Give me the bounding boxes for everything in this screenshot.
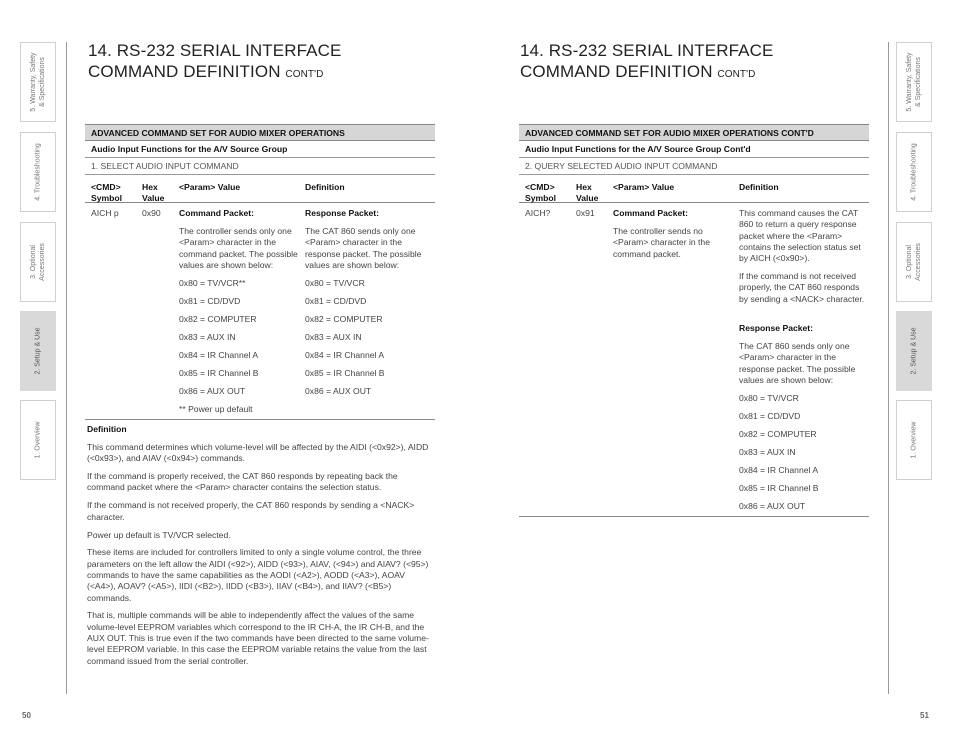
column-definition: Definition: [739, 182, 779, 192]
param-text: The controller sends only one <Param> character in the command packet. The possible values are shown below:: [179, 225, 298, 270]
response-value: 0x83 = AUX IN: [739, 446, 796, 457]
header-text: Value: [576, 193, 599, 204]
section-header: ADVANCED COMMAND SET FOR AUDIO MIXER OPERATIONS: [85, 124, 435, 141]
page-title: [88, 40, 341, 85]
param-footnote: ** Power up default: [179, 403, 253, 414]
cmd-symbol: AICH p: [91, 208, 119, 218]
header-text: Value: [142, 193, 165, 204]
response-heading: Response Packet:: [305, 208, 380, 218]
side-tab-setup-use[interactable]: [20, 311, 56, 391]
response-value: 0x80 = TV/VCR: [305, 277, 365, 288]
side-tab-label: 1. Overview: [910, 421, 918, 459]
column-param: <Param> Value: [613, 182, 675, 192]
side-tab-label: 5. Warranty, Safety: [906, 52, 913, 112]
cmd-hex: 0x91: [576, 208, 595, 218]
title-contd: CONT'D: [717, 69, 756, 80]
side-tab-label: 3. Optional: [30, 245, 37, 279]
response-heading: Response Packet:: [739, 323, 814, 334]
table-header: [519, 175, 869, 203]
cmd-hex: 0x90: [142, 208, 161, 218]
definition-paragraph: Power up default is TV/VCR selected.: [87, 529, 231, 540]
column-symbol: [525, 182, 576, 202]
param-heading: Command Packet:: [613, 208, 688, 218]
definition-paragraph: That is, multiple commands will be able to independently affect the values of the same volume-level EEPROM variables which correspond to the IR CH-A, the IR CH-B, and the AUX OUT. This is true even if the two commands have been directed to the same volume-level EEPROM variable. In this case the EEPROM variable retains the value from the last command issued from the serial controller.: [87, 610, 429, 666]
page-title: [520, 40, 773, 85]
table-row: [519, 203, 869, 516]
column-hex: [142, 182, 179, 202]
title-text: COMMAND DEFINITION: [520, 62, 713, 81]
title-line-2: [520, 61, 773, 85]
table-header: [85, 175, 435, 203]
page-number: 50: [22, 711, 31, 720]
definition-paragraph: These items are included for controllers limited to only a single volume control, the three parameters on the left allow the AIDI (<92>), AIDD (<93>), AIAV, (<94>) and AIAV? (<95>) commands to have the same capabilities as the AODI (<A2>), AODD (<A3>), AOAV (<A4>), AOAV? (<A5>), IIDI (<B2>), IIDD (<B3>), IIAV (<B4>), and IIAV? (<B5>) commands.: [87, 547, 429, 603]
column-symbol: [91, 182, 142, 202]
header-text: Symbol: [91, 193, 123, 204]
side-tab-accessories[interactable]: [20, 222, 56, 302]
response-value: 0x84 = IR Channel A: [739, 464, 819, 475]
response-text: The CAT 860 sends only one <Param> character in the response packet. The possible values are shown below:: [739, 341, 856, 385]
side-tab-warranty[interactable]: [20, 42, 56, 122]
side-tab-label: & Specifications: [915, 57, 922, 107]
command-name: 2. QUERY SELECTED AUDIO INPUT COMMAND: [519, 158, 869, 175]
header-text: Symbol: [525, 193, 557, 204]
response-value: 0x82 = COMPUTER: [739, 428, 817, 439]
param-value: 0x81 = CD/DVD: [179, 295, 241, 306]
page-number: 51: [920, 711, 929, 720]
side-tab-label: Accessories: [39, 243, 46, 281]
side-tab-label: 1. Overview: [34, 421, 42, 459]
command-table-left: [85, 124, 435, 674]
definition-cell: [739, 208, 865, 516]
side-tab-troubleshooting[interactable]: [20, 132, 56, 212]
response-value: 0x80 = TV/VCR: [739, 392, 799, 403]
side-tab-label: 4. Troubleshooting: [34, 143, 42, 201]
response-value: 0x85 = IR Channel B: [739, 482, 819, 493]
definition-paragraph: This command determines which volume-level will be affected by the AIDI (<0x92>), AIDD (<0x93>), and AIAV (<0x94>) commands.: [87, 441, 429, 464]
response-value: 0x84 = IR Channel A: [305, 349, 385, 360]
side-tab-warranty[interactable]: [896, 42, 932, 122]
side-tab-label: 5. Warranty, Safety: [30, 52, 37, 112]
table-bottom-rule: [519, 516, 869, 517]
section-header: ADVANCED COMMAND SET FOR AUDIO MIXER OPERATIONS CONT'D: [519, 124, 869, 141]
definition-cell: [305, 208, 431, 419]
response-value: 0x81 = CD/DVD: [305, 295, 367, 306]
response-value: 0x85 = IR Channel B: [305, 367, 385, 378]
response-value: 0x82 = COMPUTER: [305, 313, 383, 324]
command-name: 1. SELECT AUDIO INPUT COMMAND: [85, 158, 435, 175]
command-table-right: [519, 124, 869, 517]
param-cell: [179, 208, 305, 419]
param-value: 0x86 = AUX OUT: [179, 385, 246, 396]
param-value: 0x83 = AUX IN: [179, 331, 236, 342]
side-tab-overview[interactable]: [20, 400, 56, 480]
definition-paragraph: If the command is properly received, the CAT 860 responds by repeating back the command packet where the <Param> character contains the selection status.: [87, 471, 398, 493]
param-cell: [613, 208, 739, 516]
response-value: 0x81 = CD/DVD: [739, 410, 801, 421]
header-text: <CMD>: [525, 182, 555, 192]
left-divider-line: [66, 42, 67, 694]
side-tab-label: 2. Setup & Use: [910, 327, 918, 375]
side-tab-accessories[interactable]: [896, 222, 932, 302]
response-value: 0x83 = AUX IN: [305, 331, 362, 342]
column-definition: Definition: [305, 182, 345, 192]
right-divider-line: [888, 42, 889, 694]
response-value: 0x86 = AUX OUT: [305, 385, 372, 396]
table-row: [85, 203, 435, 419]
definition-heading: Definition: [87, 424, 127, 435]
definition-text: If the command is not received properly, the CAT 860 responds by sending a <NACK> character.: [739, 271, 865, 304]
param-value: 0x84 = IR Channel A: [179, 349, 259, 360]
side-tab-label: 2. Setup & Use: [34, 327, 42, 375]
header-text: <CMD>: [91, 182, 121, 192]
definition-section: [85, 420, 435, 667]
side-tab-troubleshooting[interactable]: [896, 132, 932, 212]
param-value: 0x80 = TV/VCR**: [179, 277, 246, 288]
header-text: Hex: [576, 182, 592, 192]
title-line-2: [88, 61, 341, 85]
definition-paragraph: If the command is not received properly, the CAT 860 responds by sending a <NACK> character.: [87, 500, 415, 522]
group-header: Audio Input Functions for the A/V Source Group Cont'd: [519, 141, 869, 158]
param-value: 0x82 = COMPUTER: [179, 313, 257, 324]
column-hex: [576, 182, 613, 202]
title-text: COMMAND DEFINITION: [88, 62, 281, 81]
side-tab-overview[interactable]: [896, 400, 932, 480]
title-contd: CONT'D: [285, 69, 324, 80]
side-tab-label: Accessories: [915, 243, 922, 281]
cmd-symbol: AICH?: [525, 208, 551, 218]
group-header: Audio Input Functions for the A/V Source Group: [85, 141, 435, 158]
title-line: 14. RS-232 SERIAL INTERFACE: [88, 41, 342, 60]
side-tab-label: 4. Troubleshooting: [910, 143, 918, 201]
param-heading: Command Packet:: [179, 208, 254, 218]
title-line: 14. RS-232 SERIAL INTERFACE: [520, 41, 774, 60]
param-value: 0x85 = IR Channel B: [179, 367, 259, 378]
definition-text: This command causes the CAT 860 to return a query response packet where the <Param> contains the selection status set by AICH (<0x90>).: [739, 208, 861, 264]
response-text: The CAT 860 sends only one <Param> character in the response packet. The possible values are shown below:: [305, 225, 422, 270]
column-param: <Param> Value: [179, 182, 241, 192]
side-tab-label: & Specifications: [39, 57, 46, 107]
header-text: Hex: [142, 182, 158, 192]
side-tab-setup-use[interactable]: [896, 311, 932, 391]
response-value: 0x86 = AUX OUT: [739, 500, 806, 511]
side-tab-label: 3. Optional: [906, 245, 913, 279]
param-text: The controller sends no <Param> character in the command packet.: [613, 225, 710, 259]
